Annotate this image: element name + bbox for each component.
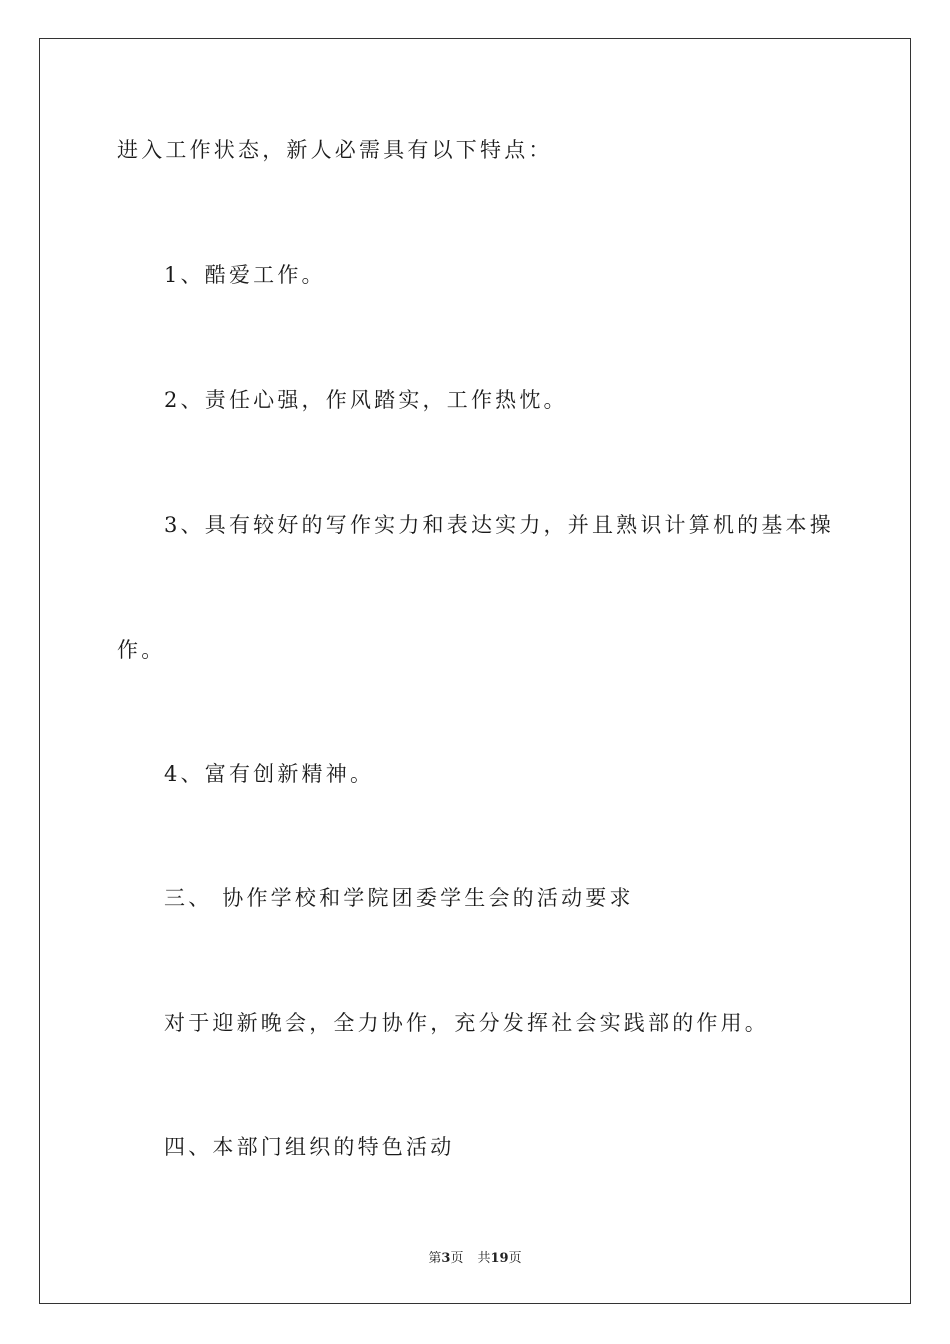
footer-page-suffix: 页 [450, 1251, 464, 1266]
page-footer [0, 1247, 950, 1266]
section-heading-3: 三、 协作学校和学院团委学生会的活动要求 [164, 886, 634, 910]
section-heading-4: 四、本部门组织的特色活动 [164, 1135, 455, 1159]
paragraph-intro: 进入工作状态，新人必需具有以下特点： [117, 138, 553, 162]
footer-page-number: 3 [441, 1251, 451, 1266]
footer-total-prefix: 共 [477, 1251, 491, 1266]
footer-page-prefix: 第 [428, 1251, 442, 1266]
list-item-4: 4、富有创新精神。 [164, 762, 375, 786]
section-3-paragraph: 对于迎新晚会，全力协作，充分发挥社会实践部的作用。 [164, 1011, 769, 1035]
list-item-2: 2、责任心强，作风踏实，工作热忱。 [164, 388, 568, 412]
page-frame [39, 38, 911, 1304]
list-item-3: 3、具有较好的写作实力和表达实力，并且熟识计算机的基本操 [164, 513, 834, 537]
list-item-1: 1、酷爱工作。 [164, 263, 326, 287]
footer-total-suffix: 页 [508, 1251, 522, 1266]
footer-total-pages: 19 [490, 1251, 509, 1266]
list-item-3-continuation: 作。 [117, 638, 166, 662]
